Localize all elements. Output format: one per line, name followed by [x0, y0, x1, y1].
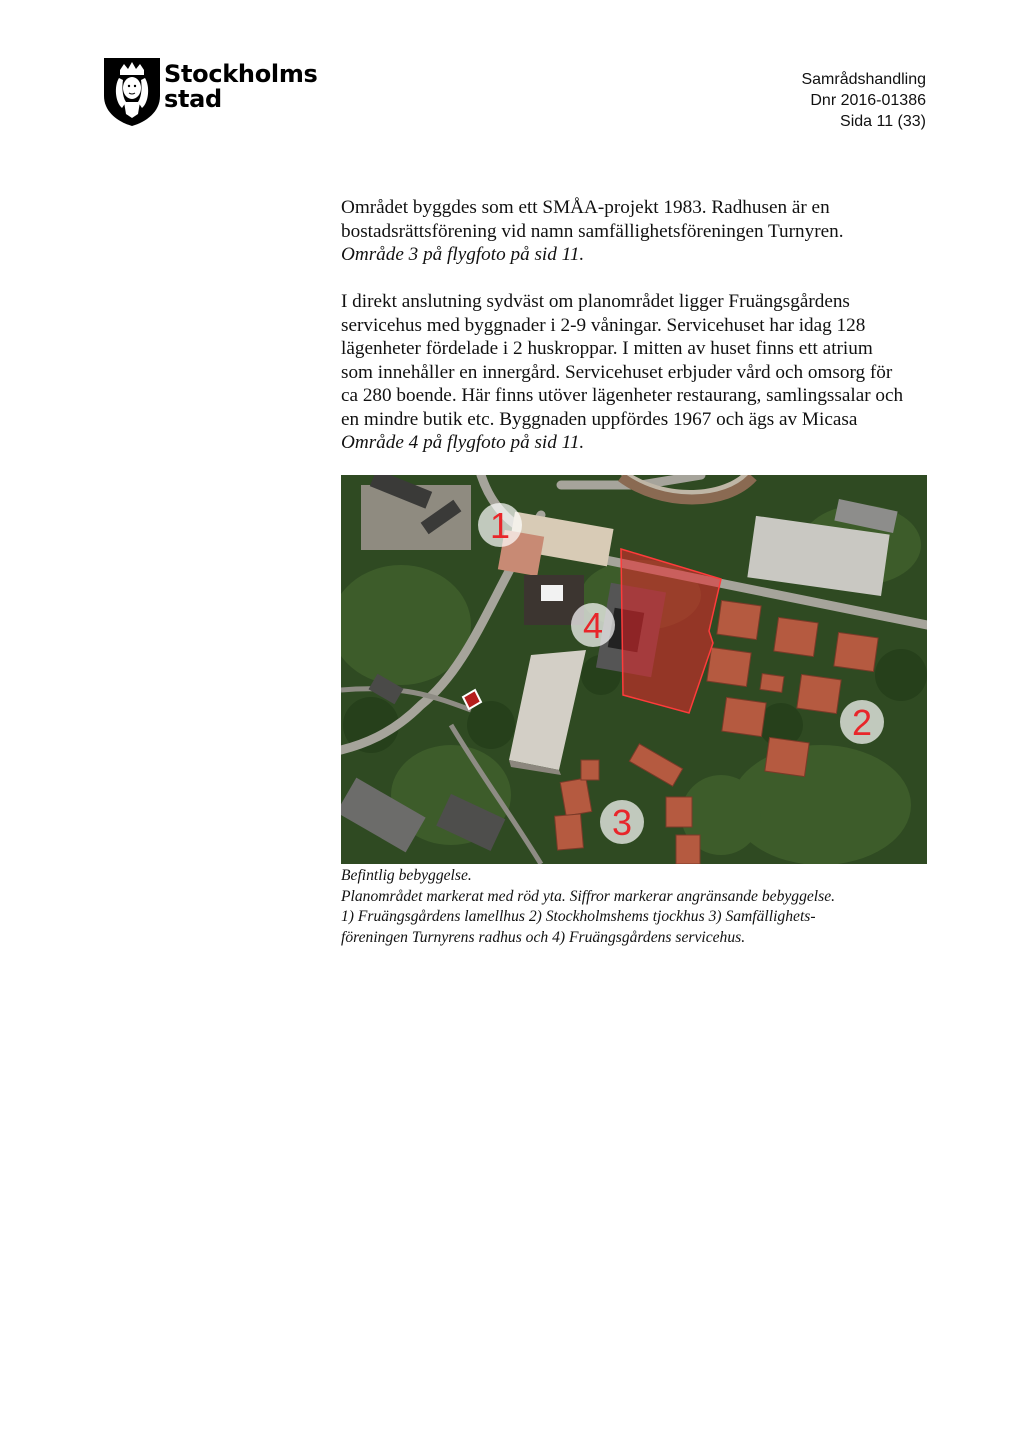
logo-line-2: stad	[164, 85, 222, 113]
document-meta	[801, 69, 926, 132]
paragraph-2-reference: Område 4 på flygfoto på sid 11.	[341, 432, 585, 453]
paragraph-2-line-5: ca 280 boende. Här finns utöver lägenheter restaurang, samlingssalar och	[341, 385, 904, 406]
document-number: Dnr 2016-01386	[810, 92, 926, 109]
marker-1	[478, 503, 522, 547]
city-crest-icon	[102, 56, 162, 128]
paragraph-2-line-1: I direkt anslutning sydväst om planområdet ligger Fruängsgårdens	[341, 291, 850, 312]
marker-3-label: 3	[611, 802, 633, 843]
logo-line-1: Stockholms	[164, 60, 318, 88]
paragraph-1-line-2: bostadsrättsförening vid namn samfällighetsföreningen Turnyren.	[341, 220, 844, 242]
logo-wordmark	[164, 62, 318, 112]
paragraph-1-reference: Område 3 på flygfoto på sid 11.	[341, 244, 585, 265]
marker-2-label: 2	[851, 702, 873, 743]
paragraph-2-line-2: servicehus med byggnader i 2-9 våningar. Servicehuset har idag 128	[341, 314, 866, 336]
document-type: Samrådshandling	[801, 71, 926, 88]
paragraph-1-line-1: Området byggdes som ett SMÅA-projekt 1983. Radhusen är en	[341, 197, 830, 218]
page-number: Sida 11 (33)	[840, 113, 926, 130]
paragraph-2-line-4: som innehåller en innergård. Servicehuset erbjuder vård och omsorg för	[341, 361, 893, 383]
caption-line-2: Planområdet markerat med röd yta. Siffror markerar angränsande bebyggelse.	[341, 887, 836, 905]
paragraph-2-line-6: en mindre butik etc. Byggnaden uppfördes 1967 och ägs av Micasa	[341, 408, 858, 430]
marker-3	[600, 800, 644, 844]
paragraph-1	[341, 196, 931, 267]
paragraph-2	[341, 290, 931, 455]
caption-line-3: 1) Fruängsgårdens lamellhus 2) Stockholmshems tjockhus 3) Samfällighets-	[341, 908, 816, 925]
photo-caption	[341, 866, 931, 948]
marker-2	[840, 700, 884, 744]
marker-4-label: 4	[582, 605, 604, 646]
caption-line-1: Befintlig bebyggelse.	[341, 867, 472, 884]
marker-1-label: 1	[489, 505, 511, 546]
paragraph-2-line-3: lägenheter fördelade i 2 huskroppar. I mitten av huset finns ett atrium	[341, 338, 873, 359]
caption-line-4: föreningen Turnyrens radhus och 4) Fruängsgårdens servicehus.	[341, 928, 746, 946]
aerial-photo	[341, 475, 927, 864]
marker-4	[571, 603, 615, 647]
